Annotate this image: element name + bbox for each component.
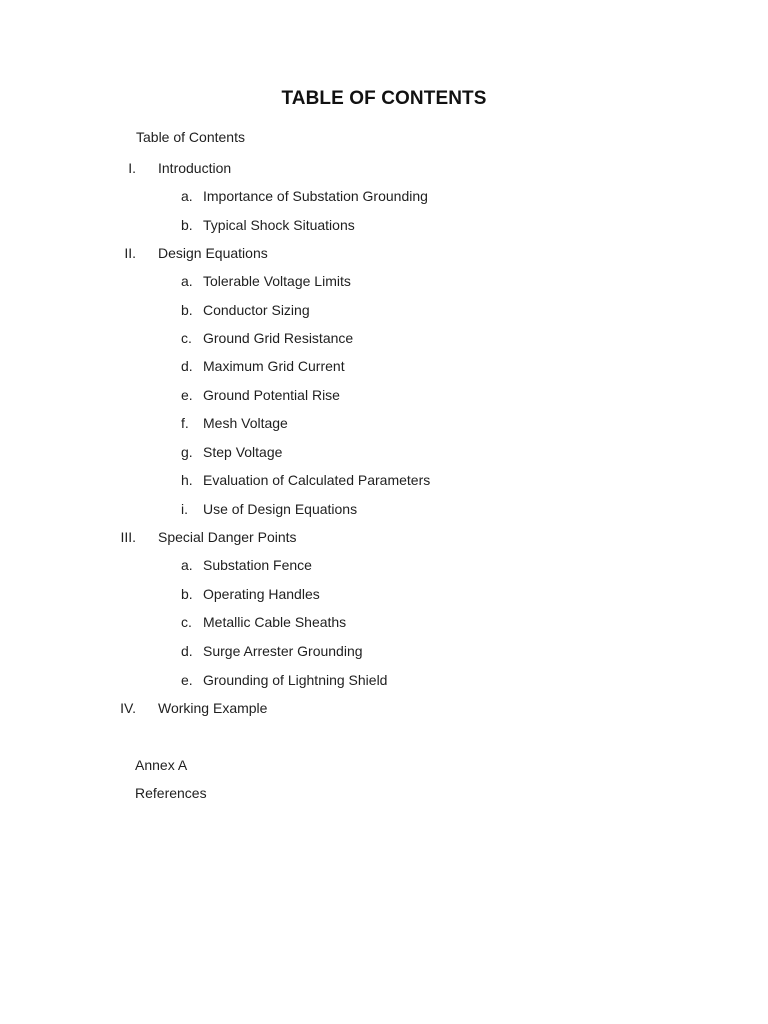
item-letter: e. [181, 672, 193, 688]
item-letter: g. [181, 444, 193, 460]
item-letter: f. [181, 415, 189, 431]
item-label: Grounding of Lightning Shield [203, 672, 388, 688]
item-letter: h. [181, 472, 193, 488]
item-label: Typical Shock Situations [203, 217, 355, 233]
section-label: Special Danger Points [158, 529, 297, 545]
item-letter: b. [181, 586, 193, 602]
toc-heading: Table of Contents [136, 129, 245, 145]
item-label: Evaluation of Calculated Parameters [203, 472, 431, 488]
item-letter: a. [181, 557, 193, 573]
item-letter: c. [181, 330, 192, 346]
section-label: Introduction [158, 160, 232, 176]
item-label: Importance of Substation Grounding [203, 188, 428, 204]
page-title: TABLE OF CONTENTS [281, 88, 487, 109]
section-numeral: IV. [120, 700, 136, 716]
item-label: Ground Potential Rise [203, 387, 340, 403]
item-label: Surge Arrester Grounding [203, 643, 363, 659]
item-label: Tolerable Voltage Limits [203, 273, 351, 289]
item-label: Use of Design Equations [203, 501, 358, 517]
item-letter: d. [181, 358, 193, 374]
item-letter: i. [181, 501, 188, 517]
item-letter: d. [181, 643, 193, 659]
section-numeral: III. [120, 529, 136, 545]
item-letter: a. [181, 188, 193, 204]
appendix-entry: Annex A [135, 757, 188, 773]
item-label: Metallic Cable Sheaths [203, 614, 347, 630]
item-label: Ground Grid Resistance [203, 330, 354, 346]
item-letter: b. [181, 302, 193, 318]
item-label: Maximum Grid Current [203, 358, 345, 374]
item-letter: e. [181, 387, 193, 403]
item-label: Substation Fence [203, 557, 312, 573]
appendix-entry: References [135, 785, 207, 801]
item-label: Mesh Voltage [203, 415, 288, 431]
section-label: Working Example [158, 700, 268, 716]
section-numeral: II. [124, 245, 136, 261]
item-letter: c. [181, 614, 192, 630]
section-numeral: I. [128, 160, 136, 176]
item-label: Step Voltage [203, 444, 283, 460]
section-label: Design Equations [158, 245, 268, 261]
item-letter: b. [181, 217, 193, 233]
item-letter: a. [181, 273, 193, 289]
item-label: Operating Handles [203, 586, 320, 602]
item-label: Conductor Sizing [203, 302, 310, 318]
